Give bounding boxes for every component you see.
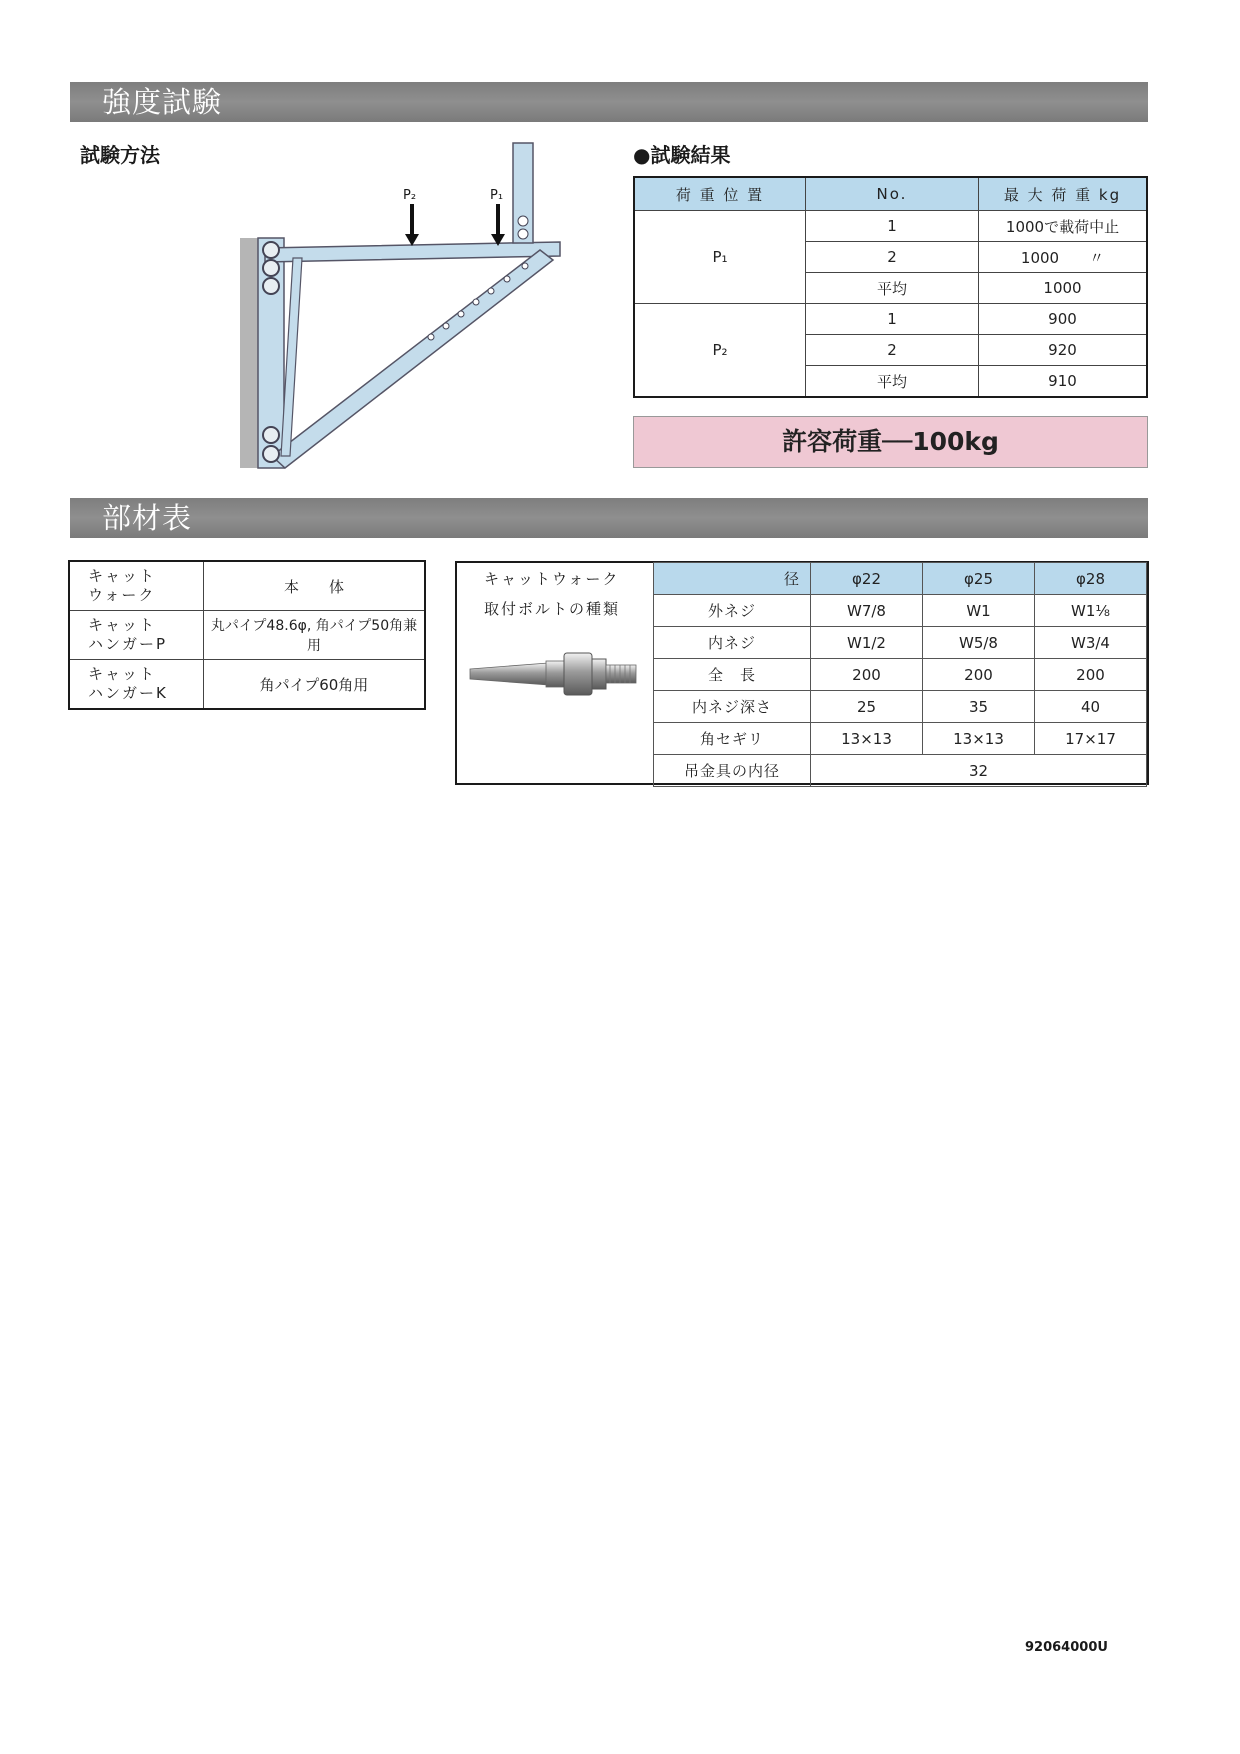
section-title-strength-test: 強度試験: [70, 82, 1148, 122]
part-desc-cell: 角パイプ60角用: [204, 660, 426, 710]
cell: W1/2: [811, 627, 923, 659]
table-row: [69, 561, 425, 611]
header-diameter: 径: [654, 563, 811, 595]
load-cell: 900: [979, 304, 1148, 335]
table-row: [654, 755, 1147, 787]
label-p2: P₂: [403, 188, 417, 203]
row-label: 内ネジ深さ: [654, 691, 811, 723]
row-label: 内ネジ: [654, 627, 811, 659]
bolt-table: [653, 562, 1147, 787]
cell: W1: [923, 595, 1035, 627]
no-cell: 1: [806, 304, 979, 335]
table-row: [654, 595, 1147, 627]
part-name-cell: キャット ウォーク: [69, 561, 204, 611]
no-cell: 平均: [806, 366, 979, 398]
diagonal-member: [272, 250, 553, 468]
part-name-cell: キャット ハンガーP: [69, 611, 204, 660]
table-row: [654, 723, 1147, 755]
row-label: 全 長: [654, 659, 811, 691]
no-cell: 平均: [806, 273, 979, 304]
position-cell: P₁: [634, 211, 806, 304]
cell: 17×17: [1035, 723, 1147, 755]
table-row: [654, 627, 1147, 659]
cell: 200: [923, 659, 1035, 691]
table-header-row: [634, 177, 1147, 211]
no-cell: 2: [806, 242, 979, 273]
wall: [240, 238, 260, 468]
row-label: 吊金具の内径: [654, 755, 811, 787]
cell: W7/8: [811, 595, 923, 627]
label-p1: P₁: [490, 188, 504, 203]
cell: 200: [1035, 659, 1147, 691]
post: [513, 143, 533, 243]
test-results-table: [633, 176, 1148, 398]
cell: W5/8: [923, 627, 1035, 659]
cell: W1⅛: [1035, 595, 1147, 627]
part-desc-cell: 丸パイプ48.6φ, 角パイプ50角兼用: [204, 611, 426, 660]
row-label: 角セギリ: [654, 723, 811, 755]
header-phi22: φ22: [811, 563, 923, 595]
no-cell: 2: [806, 335, 979, 366]
cell: 32: [811, 755, 1147, 787]
cell: 13×13: [811, 723, 923, 755]
header-phi28: φ28: [1035, 563, 1147, 595]
bolt-title-line2: 取付ボルトの種類: [484, 600, 621, 618]
table-row: [69, 611, 425, 660]
header-phi25: φ25: [923, 563, 1035, 595]
bolt-image: [468, 645, 643, 705]
header-load-position: 荷 重 位 置: [634, 177, 806, 211]
table-header-row: [654, 563, 1147, 595]
part-desc-cell: 本 体: [204, 561, 426, 611]
load-cell: 910: [979, 366, 1148, 398]
bolt-title-line1: キャットウォーク: [484, 570, 620, 588]
cell: 200: [811, 659, 923, 691]
row-label: 外ネジ: [654, 595, 811, 627]
table-row: [634, 211, 1147, 242]
table-row: [69, 660, 425, 710]
position-cell: P₂: [634, 304, 806, 398]
load-cell: 1000: [979, 273, 1148, 304]
cell: 25: [811, 691, 923, 723]
no-cell: 1: [806, 211, 979, 242]
test-method-heading: 試験方法: [80, 143, 160, 167]
table-row: [634, 304, 1147, 335]
load-cell: 1000で載荷中止: [979, 211, 1148, 242]
header-max-load: 最 大 荷 重 kg: [979, 177, 1148, 211]
header-no: No.: [806, 177, 979, 211]
load-cell: 920: [979, 335, 1148, 366]
cell: 13×13: [923, 723, 1035, 755]
cell: 40: [1035, 691, 1147, 723]
document-number: 92064000U: [1025, 1640, 1108, 1655]
load-cell: 1000 〃: [979, 242, 1148, 273]
cell: 35: [923, 691, 1035, 723]
table-row: [654, 659, 1147, 691]
part-name-cell: キャット ハンガーK: [69, 660, 204, 710]
section-title-parts: 部材表: [70, 498, 1148, 538]
table-row: [654, 691, 1147, 723]
parts-table: [68, 560, 426, 710]
test-results-heading: ●試験結果: [633, 143, 731, 167]
cell: W3/4: [1035, 627, 1147, 659]
allowable-load-banner: 許容荷重──100kg: [633, 416, 1148, 468]
